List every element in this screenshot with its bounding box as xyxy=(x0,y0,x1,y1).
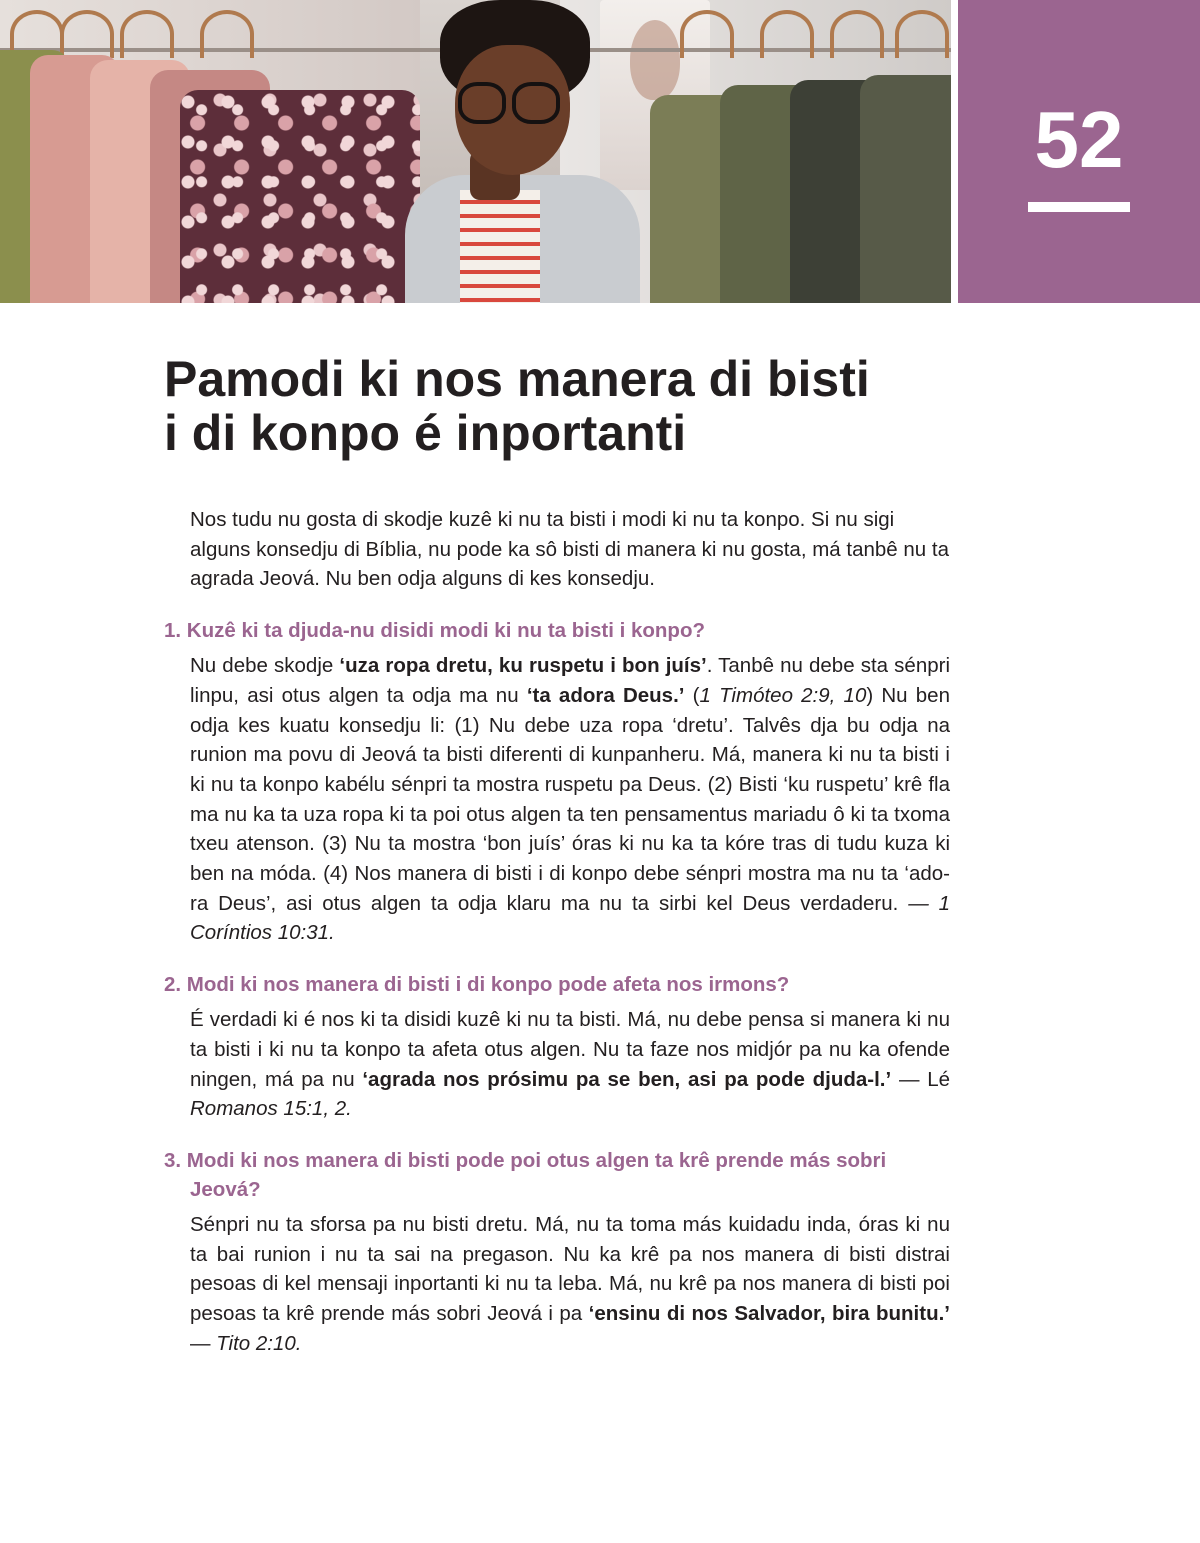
chapter-badge xyxy=(958,0,1200,303)
hanger xyxy=(830,10,884,58)
hanger xyxy=(680,10,734,58)
glasses-icon xyxy=(458,82,506,124)
chapter-underline xyxy=(1028,202,1130,212)
scripture-reference: 1 Timóteo 2:9, 10 xyxy=(699,683,867,707)
hanger xyxy=(120,10,174,58)
chapter-number: 52 xyxy=(1034,95,1124,184)
photo-poster-face xyxy=(630,20,680,100)
answer-1 xyxy=(190,651,950,948)
header-photo xyxy=(0,0,951,303)
hanger xyxy=(895,10,949,58)
question-3: 3. Modi ki nos manera di bisti pode poi otus algen ta krê prende más sobri Jeová? xyxy=(164,1148,887,1201)
floral-garment xyxy=(180,90,420,303)
answer-3 xyxy=(190,1210,950,1359)
answer-text: É verdadi ki é nos ki ta disidi kuzê ki nu ta bisti. Má, nu debe pensa si manera ki nu ta bisti i ki nu ta konpo ta afeta otus algen. Nu ta faze nos midjór pa nu ka ofende ningen, má pa nu xyxy=(190,1008,950,1091)
bold-quote: ‘agrada nos prósimu pa se ben, asi pa pode djuda-l.’ xyxy=(362,1067,892,1091)
scripture-reference: Tito 2:10. xyxy=(216,1331,302,1355)
page-title-line-2: i di konpo é inportanti xyxy=(164,405,687,461)
hanger xyxy=(200,10,254,58)
page-title-line-1: Pamodi ki nos manera di bisti xyxy=(164,351,870,407)
glasses-icon xyxy=(512,82,560,124)
person-striped-shirt xyxy=(460,190,540,303)
answer-text: — xyxy=(190,1331,217,1355)
hanger xyxy=(760,10,814,58)
question-1: 1. Kuzê ki ta djuda-nu disidi modi ki nu ta bisti i konpo? xyxy=(164,619,705,643)
hanger xyxy=(60,10,114,58)
answer-text: Sénpri nu ta sforsa pa nu bisti dretu. Má, nu ta toma más kuidadu inda, óras ki nu ta bai runion i nu ta sai na pregason. Nu ka krê pa nos manera di bisti distrai pesoas di kel mensaji inportanti ki nu ta leba. Má, nu krê pa nos manera di bisti poi pesoas ta krê prende más sobri Jeová i pa xyxy=(190,1212,950,1326)
answer-text: — Lé xyxy=(891,1067,951,1091)
lesson-body xyxy=(164,505,950,1358)
answer-2 xyxy=(190,1005,950,1124)
bold-quote: ‘ta adora Deus.’ xyxy=(526,683,685,707)
question-2: 2. Modi ki nos manera di bisti i di konpo pode afeta nos irmons? xyxy=(164,973,790,997)
intro-paragraph: Nos tudu nu gosta di skodje kuzê ki nu ta bisti i modi ki nu ta konpo. Si nu sigi alguns konsedju di Bíblia, nu pode ka sô bisti di manera ki nu gosta, má tanbê nu ta agrada Jeová. Nu ben odja alguns di kes konsedju. xyxy=(190,508,949,591)
scripture-reference: Romanos 15:1, 2. xyxy=(190,1097,352,1121)
answer-text: Nu debe skodje xyxy=(190,654,340,678)
scripture-reference: — 1 Coríntios 10:31. xyxy=(190,891,950,945)
answer-text: . Tanbê nu debe sta sénpri linpu, asi otus algen ta odja ma nu xyxy=(190,654,951,707)
answer-text: ) Nu ben odja kes kuatu konsedju li: (1) Nu debe uza ropa ‘dretu’. Talvês dja bu odja na runion ma povu di Jeová ta bisti diferenti di kunpanheru. Má, manera ki nu ta bisti i ki nu ta konpo kabélu sénpri ta mostra ruspetu pa Deus. (2) Bisti ‘ku ruspetu’ krê fla ma nu ka ta uza ropa ki ta poi otus algen ta ten pensamentus mariadu ô ki ta txoma txeu atenson. (3) Nu ta mostra ‘bon juís’ óras ki nu ka ta kóre tras di tudu kuza ki ben na móda. (4) Nos manera di bisti i di konpo debe sénpri mostra ma nu ta ‘adora Deus’, asi otus algen ta odja klaru ma nu ta sirbi kel Deus verdaderu. xyxy=(190,683,950,915)
garment xyxy=(860,75,951,303)
page-title xyxy=(164,352,964,460)
answer-text: ( xyxy=(684,683,700,707)
bold-quote: ‘uza ropa dretu, ku ruspetu i bon juís’ xyxy=(339,654,707,678)
bold-quote: ‘ensinu di nos Salvador, bira bunitu.’ xyxy=(588,1302,950,1326)
